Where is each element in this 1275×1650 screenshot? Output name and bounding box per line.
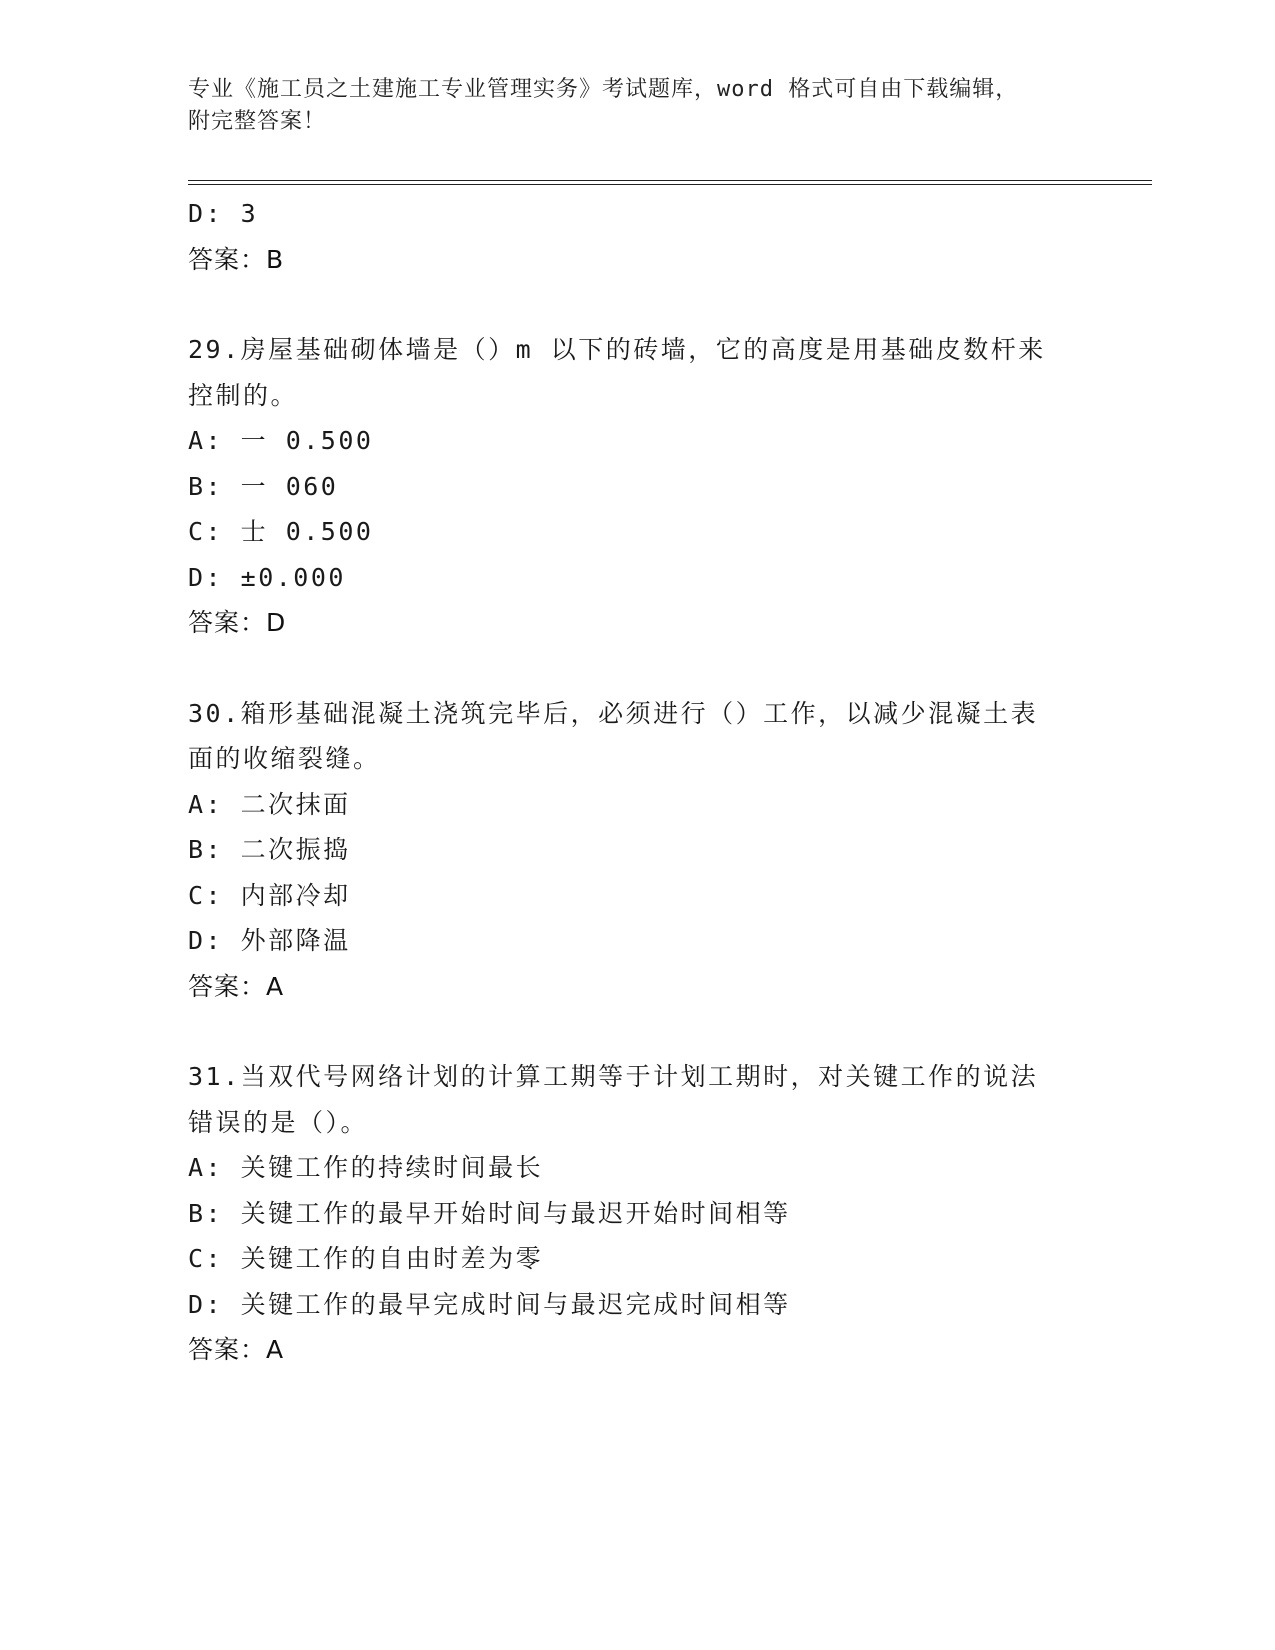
question-31 bbox=[188, 1054, 1088, 1373]
question-stem-line-2: 错误的是（）。 bbox=[188, 1107, 369, 1137]
question-stem-line-1: 30.箱形基础混凝土浇筑完毕后，必须进行（）工作，以减少混凝土表 bbox=[188, 698, 1039, 728]
option-b: B: 关键工作的最早开始时间与最迟开始时间相等 bbox=[188, 1198, 791, 1228]
question-stem-line-1: 31.当双代号网络计划的计算工期等于计划工期时，对关键工作的说法 bbox=[188, 1062, 1039, 1091]
question-stem-line-2: 面的收缩裂缝。 bbox=[188, 744, 381, 773]
option-a: A: 关键工作的持续时间最长 bbox=[188, 1153, 544, 1182]
question-stem-line-1: 29.房屋基础砌体墙是（）m 以下的砖墙，它的高度是用基础皮数杆来 bbox=[188, 335, 1046, 364]
answer-line: 答案：A bbox=[188, 971, 285, 1001]
question-list bbox=[188, 191, 1088, 1373]
header-divider-bottom bbox=[188, 184, 1152, 185]
option-d: D: ±0.000 bbox=[188, 562, 346, 592]
question-30 bbox=[188, 691, 1088, 1010]
document-header bbox=[188, 74, 1068, 138]
option-a: A: 二次抹面 bbox=[188, 789, 351, 819]
header-line-2: 附完整答案！ bbox=[188, 109, 327, 134]
header-line-1: 专业《施工员之土建施工专业管理实务》考试题库，word 格式可自由下载编辑， bbox=[188, 77, 1019, 102]
question-stem-line-2: 控制的。 bbox=[188, 380, 299, 410]
option-c: C: 关键工作的自由时差为零 bbox=[188, 1244, 544, 1273]
option-d: D: 外部降温 bbox=[188, 926, 351, 955]
question-29 bbox=[188, 327, 1088, 646]
header-divider-top bbox=[188, 180, 1152, 181]
answer-line: 答案：D bbox=[188, 608, 287, 637]
option-d: D: 关键工作的最早完成时间与最迟完成时间相等 bbox=[188, 1289, 791, 1319]
option-d: D: 3 bbox=[188, 199, 259, 228]
answer-line: 答案：B bbox=[188, 244, 285, 274]
option-a: A: 一 0.500 bbox=[188, 426, 374, 455]
option-c: C: 士 0.500 bbox=[188, 517, 374, 546]
answer-line: 答案：A bbox=[188, 1335, 285, 1364]
previous-question-tail bbox=[188, 191, 1088, 282]
option-c: C: 内部冷却 bbox=[188, 880, 351, 910]
option-b: B: 一 060 bbox=[188, 471, 339, 501]
option-b: B: 二次振捣 bbox=[188, 835, 351, 864]
